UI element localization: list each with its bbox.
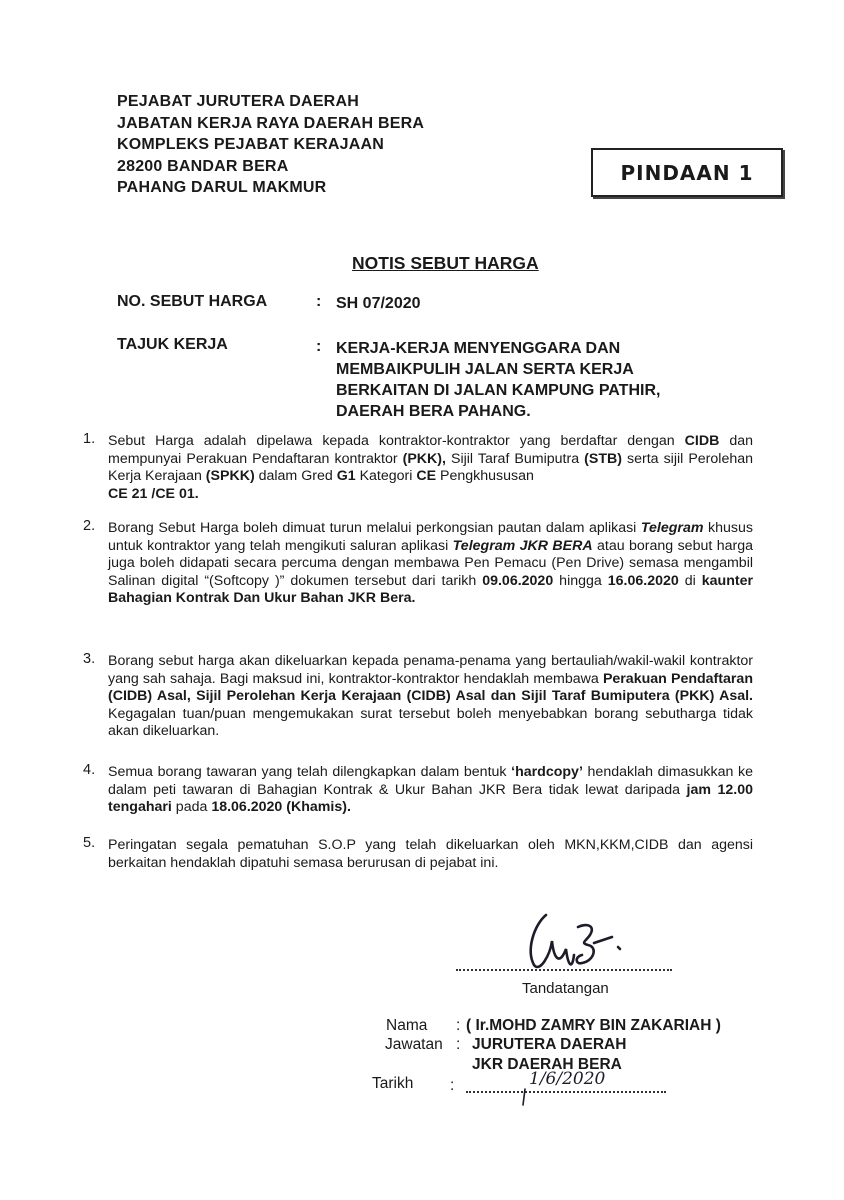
svg-text:1/6/2020: 1/6/2020 [529, 1069, 606, 1089]
date-label: Tarikh [372, 1075, 414, 1092]
letterhead-address [117, 91, 424, 199]
work-title-value [336, 338, 660, 422]
work-title-line: DAERAH BERA PAHANG. [336, 403, 531, 420]
letterhead-line: PAHANG DARUL MAKMUR [117, 179, 327, 196]
position-label: Jawatan [385, 1036, 443, 1053]
work-title-line: MEMBAIKPULIH JALAN SERTA KERJA [336, 361, 634, 378]
name-value: ( Ir.MOHD ZAMRY BIN ZAKARIAH ) [466, 1017, 721, 1034]
item-number: 3. [83, 651, 96, 667]
item-paragraph: Borang sebut harga akan dikeluarkan kepada penama-penama yang bertauliah/wakil-wakil kontraktor yang sah sahaja. Bagi maksud ini, kontraktor-kontraktor hendaklah membawa Perakuan Pendaftaran (CIDB) Asal, Sijil Perolehan Kerja Kerajaan (CIDB) Asal dan Sijil Taraf Bumiputera (PKK) Asal. Kegagalan tuan/puan mengemukakan surat tersebut boleh menyebabkan borang sebutharga tidak akan dikeluarkan. [108, 653, 753, 739]
signature-line [456, 969, 672, 971]
quote-number-label: NO. SEBUT HARGA [117, 293, 268, 310]
handwritten-date [507, 1063, 617, 1107]
item-paragraph: Borang Sebut Harga boleh dimuat turun melalui perkongsian pautan dalam aplikasi Telegram khusus untuk kontraktor yang telah mengikuti saluran aplikasi Telegram JKR BERA atau borang sebut harga juga boleh didapati secara percuma dengan membawa Pen Pemacu (Pen Drive) semasa mengambil Salinan digital “(Softcopy )” dokumen tersebut dari tarikh 09.06.2020 hingga 16.06.2020 di kaunter Bahagian Kontrak Dan Ukur Bahan JKR Bera. [108, 520, 754, 606]
letterhead-line: PEJABAT JURUTERA DAERAH [117, 93, 359, 110]
name-label: Nama [386, 1017, 428, 1034]
position-line: JKR DAERAH BERA [472, 1056, 622, 1073]
item-number: 2. [83, 518, 96, 534]
letterhead-line: 28200 BANDAR BERA [117, 157, 289, 175]
quote-number-colon: : [316, 293, 322, 310]
signature-caption: Tandatangan [522, 980, 609, 997]
date-colon: : [450, 1077, 455, 1094]
letterhead-line: KOMPLEKS PEJABAT KERAJAAN [117, 136, 384, 153]
amendment-box: PINDAAN 1 [591, 148, 783, 197]
position-colon: : [456, 1036, 461, 1053]
name-colon: : [456, 1017, 461, 1034]
quote-number-value: SH 07/2020 [336, 295, 421, 312]
item-paragraph: Sebut Harga adalah dipelawa kepada kontraktor-kontraktor yang berdaftar dengan CIDB dan mempunyai Perakuan Pendaftaran kontraktor (PKK), Sijil Taraf Bumiputra (STB) serta sijil Perolehan Kerja Kerajaan (SPKK) dalam Gred G1 Kategori CE Pengkhususan CE 21 /CE 01. [108, 433, 753, 502]
work-title-line: KERJA-KERJA MENYENGGARA DAN [336, 340, 621, 357]
item-paragraph: Semua borang tawaran yang telah dilengkapkan dalam bentuk ‘hardcopy’ hendaklah dimasukkan ke dalam peti tawaran di Bahagian Kontrak & Ukur Bahan JKR Bera tidak lewat daripada jam 12.00 tengahari pada 18.06.2020 (Khamis). [108, 764, 753, 815]
work-title-label: TAJUK KERJA [117, 336, 228, 353]
position-line: JURUTERA DAERAH [472, 1036, 627, 1053]
item-number: 1. [83, 431, 96, 447]
item-number: 5. [83, 835, 96, 851]
handwritten-signature [516, 905, 636, 985]
item-number: 4. [83, 762, 96, 778]
notice-title: NOTIS SEBUT HARGA [352, 253, 539, 273]
item-paragraph: Peringatan segala pematuhan S.O.P yang telah dikeluarkan oleh MKN,KKM,CIDB dan agensi berkaitan hendaklah dipatuhi semasa berurusan di pejabat ini. [108, 837, 753, 871]
letterhead-line: JABATAN KERJA RAYA DAERAH BERA [117, 114, 425, 132]
work-title-colon: : [316, 338, 322, 355]
work-title-line: BERKAITAN DI JALAN KAMPUNG PATHIR, [336, 382, 661, 399]
